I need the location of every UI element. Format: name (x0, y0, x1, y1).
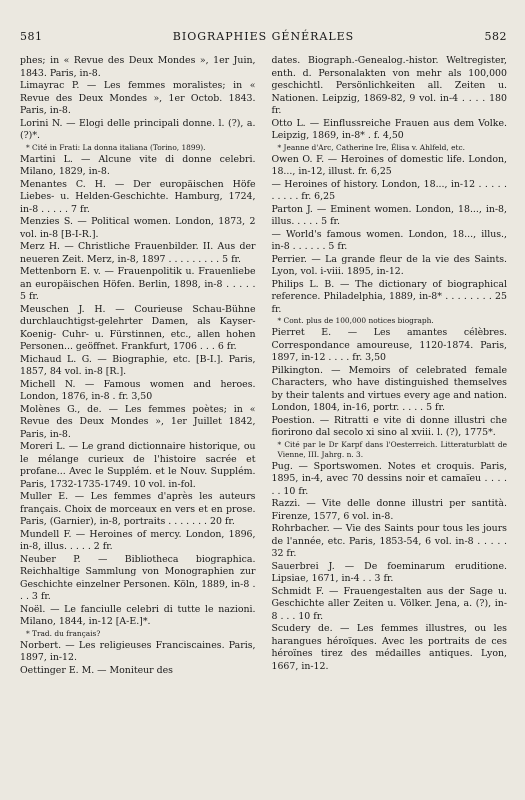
footnote: * Trad. du français? (26, 628, 101, 638)
bibliography-entry: Mundell F. — Heroines of mercy. London, 1896, in-8, illus. . . . . 2 fr. (20, 528, 256, 552)
bibliography-entry: phes; in « Revue des Deux Mondes », 1er Juin, 1843. Paris, in-8. (20, 55, 256, 79)
bibliography-entry: Philips L. B. — The dictionary of biographical reference. Philadelphia, 1889, in-8* . . . . . . . . 25 fr. (271, 278, 507, 315)
bibliography-entry: Perrier. — La grande fleur de la vie des Saints. Lyon, vol. i-viii. 1895, in-12. (271, 253, 507, 277)
bibliography-entry: Norbert. — Les religieuses Franciscaines. Paris, 1897, in-12. (20, 639, 256, 663)
bibliography-entry: Noël. — Le fanciulle celebri di tutte le nazioni. Milano, 1844, in-12 [A-E.]*. (20, 603, 256, 627)
bibliography-entry: Razzi. — Vite delle donne illustri per santità. Firenze, 1577, 6 vol. in-8. (271, 498, 507, 522)
footnote: * Cité in Frati: La donna italiana (Torino, 1899). (26, 142, 206, 152)
bibliography-entry: Pug. — Sportswomen. Notes et croquis. Paris, 1895, in-4, avec 70 dessins noir et camaïeu . . . . . . 10 fr. (271, 460, 507, 497)
bibliography-entry: Michaud L. G. — Biographie, etc. [B-I.]. Paris, 1857, 84 vol. in-8 [R.]. (20, 353, 256, 377)
bibliography-entry: Parton J. — Eminent women. London, 18..., in-8, illus. . . . . 5 fr. (271, 203, 507, 227)
bibliography-entry: Oettinger E. M. — Moniteur des (20, 664, 173, 676)
bibliography-entry: — World's famous women. London, 18..., illus., in-8 . . . . . . 5 fr. (271, 228, 507, 252)
bibliography-entry: Rohrbacher. — Vie des Saints pour tous les jours de l'année, etc. Paris, 1853-54, 6 vol. in-8 . . . . . 32 fr. (271, 523, 507, 559)
bibliography-entry: Meuschen J. H. — Courieuse Schau-Bühne durchlauchtigst-gelehrter Damen, als Kayser- Koenig- Cuhr- u. Fürstinnen, etc., allen hohen Personen... geöffnet. Frankfurt, 1706 . . . 6 fr. (20, 303, 256, 352)
right-column (272, 55, 508, 677)
bibliography-entry: — Heroines of history. London, 18..., in-12 . . . . . . . . . . fr. 6,25 (271, 178, 507, 202)
bibliography-entry: Sauerbrei J. — De foeminarum eruditione. Lipsiae, 1671, in-4 . . 3 fr. (271, 560, 507, 584)
bibliography-entry: Owen O. F. — Heroines of domestic life. London, 18..., in-12, illust. fr. 6,25 (271, 153, 507, 177)
bibliography-entry: Mettenborn E. v. — Frauenpolitik u. Frauenliebe an europäischen Höfen. Berlin, 1898, in-8 . . . . . 5 fr. (20, 266, 256, 302)
page-number-right: 582 (484, 30, 507, 43)
footnote: * Jeanne d'Arc, Catherine Ire, Élisa v. Ahlfeld, etc. (277, 142, 465, 152)
bibliography-entry: Menantes C. H. — Der europäischen Höfe Liebes- u. Helden-Geschichte. Hamburg, 1724, in-8 . . . . . 7 fr. (20, 178, 256, 215)
bibliography-entry: dates. Biograph.-Genealog.-histor. Weltregister, enth. d. Personalakten von mehr als 100,000 geschichtl. Persönlichkeiten all. Zeiten u. Nationen. Leipzig, 1869-82, 9 vol. in-4 . . . . 180 fr. (271, 55, 507, 116)
bibliography-entry: Pilkington. — Memoirs of celebrated female Characters, who have distinguished themselves by their talents and virtues every age and nation. London, 1804, in-16, portr. . . . . 5 fr. (271, 364, 507, 413)
bibliography-entry: Menzies S. — Political women. London, 1873, 2 vol. in-8 [B-I-R.]. (20, 216, 256, 240)
bibliography-entry: Molènes G., de. — Les femmes poètes; in « Revue des Deux Mondes », 1er Juillet 1842, Paris, in-8. (20, 403, 256, 440)
bibliography-entry: Pierret E. — Les amantes célèbres. Correspondance amoureuse, 1120-1874. Paris, 1897, in-12 . . . . fr. 3,50 (271, 327, 507, 363)
bibliography-entry: Moreri L. — Le grand dictionnaire historique, ou le mélange curieux de l'histoire sacrée et profane... Avec le Supplém. et le Nouv. Supplém. Paris, 1732-1735-1749. 10 vol. in-fol. (20, 441, 256, 490)
bibliography-entry: Muller E. — Les femmes d'après les auteurs français. Choix de morceaux en vers et en prose. Paris, (Garnier), in-8, portraits . . . . . . . 20 fr. (20, 491, 256, 527)
bibliography-entry: Scudery de. — Les femmes illustres, ou les harangues héroïques. Avec les portraits de ces héroïnes tirez des médailles antiques. Lyon, 1667, in-12. (271, 623, 507, 672)
bibliography-entry: Poestion. — Ritratti e vite di donne illustri che fiorirono dal secolo xi sino al xviii. l. (?), 1775*. (271, 414, 507, 438)
bibliography-entry: Martini L. — Alcune vite di donne celebri. Milano, 1829, in-8. (20, 153, 256, 177)
bibliography-entry: Lorini N. — Elogi delle principali donne. l. (?), a. (?)*. (20, 117, 256, 141)
bibliography-entry: Merz H. — Christliche Frauenbilder. II. Aus der neueren Zeit. Merz, in-8, 1897 . . . . . . . . . 5 fr. (20, 241, 256, 265)
page-number-left: 581 (20, 30, 43, 43)
two-column-body (20, 55, 507, 677)
running-title: BIOGRAPHIES GÉNÉRALES (172, 30, 355, 43)
footnote: * Cont. plus de 100,000 notices biograph. (277, 316, 434, 325)
bibliography-entry: Michell N. — Famous women and heroes. London, 1876, in-8 . fr. 3,50 (20, 378, 256, 402)
bibliography-entry: Limayrac P. — Les femmes moralistes; in « Revue des Deux Mondes », 1er Octob. 1843. Paris, in-8. (20, 80, 256, 116)
bibliography-entry: Otto L. — Einflussreiche Frauen aus dem Volke. Leipzig, 1869, in-8* . f. 4,50 (271, 117, 507, 141)
footnote: * Cité par le Dr Karpf dans l'Oesterreich. Litteraturblatt de Vienne, III. Jahrg. n. 3. (277, 439, 507, 459)
bibliography-entry: Neuber P. — Bibliotheca biographica. Reichhaltige Sammlung von Monographien zur Geschichte einzelner Personen. Köln, 1889, in-8 . . . 3 fr. (20, 553, 256, 602)
bibliography-entry: Schmidt F. — Frauengestalten aus der Sage u. Geschichte aller Zeiten u. Völker. Jena, a. (?), in-8 . . . 10 fr. (271, 585, 507, 622)
left-column (20, 55, 256, 677)
page-header (20, 30, 507, 43)
